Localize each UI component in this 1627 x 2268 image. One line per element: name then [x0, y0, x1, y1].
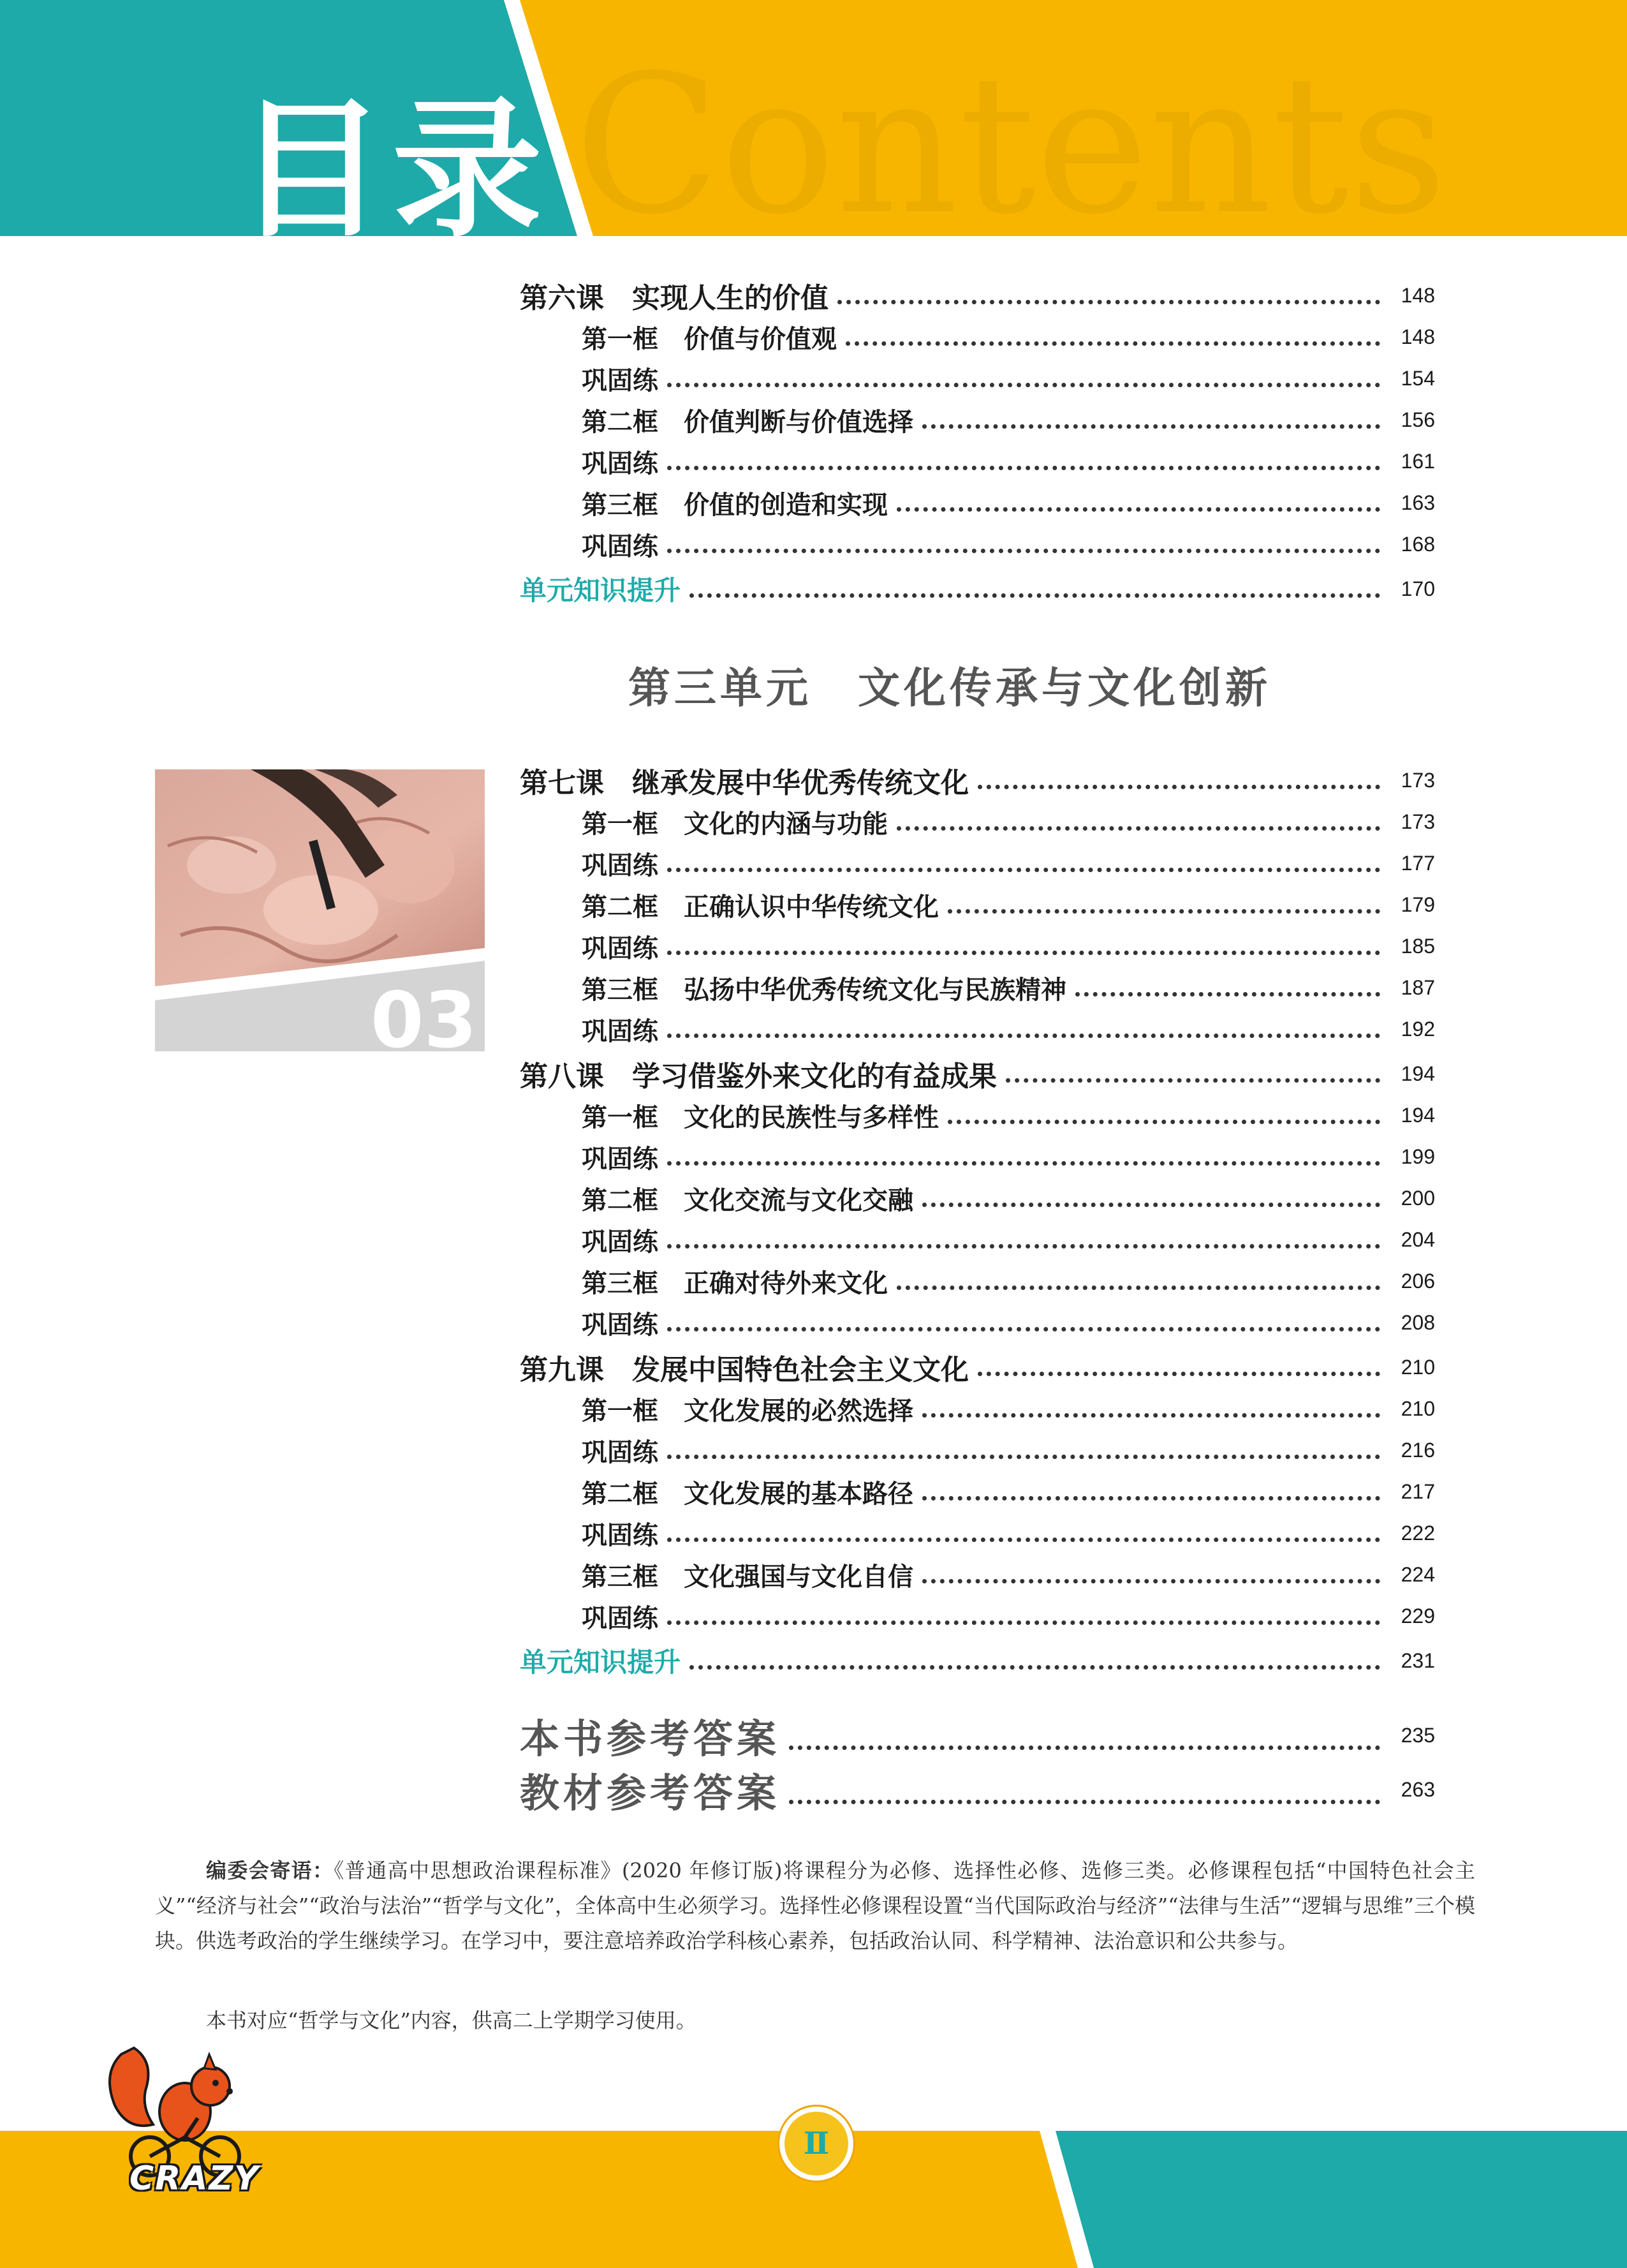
toc-label: 巩固练: [582, 366, 658, 396]
toc-frame[interactable]: [582, 402, 1435, 438]
toc-lesson-8[interactable]: [520, 1056, 1435, 1092]
toc-leader: [978, 785, 1380, 789]
toc-leader: [897, 826, 1380, 831]
toc-leader: [922, 1203, 1380, 1207]
toc-label: 第三框 弘扬中华优秀传统文化与民族精神: [582, 975, 1066, 1005]
toc-leader: [667, 383, 1380, 387]
toc-page: 210: [1401, 1397, 1435, 1420]
toc-frame[interactable]: [582, 887, 1435, 923]
toc-page: 185: [1401, 934, 1435, 958]
toc-page: 168: [1401, 532, 1435, 556]
toc-leader: [667, 1161, 1380, 1166]
toc-leader: [1006, 1078, 1380, 1083]
toc-label: 第七课 继承发展中华优秀传统文化: [520, 767, 969, 799]
toc-leader: [789, 1745, 1380, 1750]
toc-leader: [922, 424, 1380, 429]
toc-page: 217: [1401, 1479, 1435, 1503]
toc-label: 本书参考答案: [520, 1715, 781, 1762]
toc-page: 161: [1401, 449, 1435, 473]
toc-label: 第一框 文化发展的必然选择: [582, 1396, 913, 1426]
toc-practice[interactable]: [582, 928, 1435, 964]
toc-leader: [948, 1120, 1380, 1124]
toc-label: 第九课 发展中国特色社会主义文化: [520, 1354, 969, 1386]
toc-practice[interactable]: [582, 526, 1435, 562]
toc-textbook-answers[interactable]: [520, 1764, 1435, 1815]
toc-unit-summary[interactable]: [520, 571, 1435, 607]
toc-practice[interactable]: [582, 1305, 1435, 1340]
toc-practice[interactable]: [582, 443, 1435, 479]
toc-page: 163: [1401, 491, 1435, 514]
editorial-note: [155, 1853, 1475, 1959]
toc-page: 208: [1401, 1310, 1435, 1334]
toc-page: 156: [1401, 408, 1435, 431]
toc-leader: [667, 1327, 1380, 1331]
toc-label: 第三框 价值的创造和实现: [582, 490, 888, 520]
toc-label: 巩固练: [582, 1144, 658, 1174]
editorial-note-prefix: 编委会寄语：: [206, 1858, 334, 1883]
toc-practice[interactable]: [582, 1598, 1435, 1634]
toc-label: 第三框 正确对待外来文化: [582, 1268, 888, 1298]
toc-leader: [837, 300, 1380, 304]
toc-book-answers[interactable]: [520, 1710, 1435, 1761]
toc-label: 第二框 文化发展的基本路径: [582, 1479, 913, 1509]
toc-page: 206: [1401, 1269, 1435, 1293]
toc-leader: [1075, 992, 1380, 997]
toc-leader: [789, 1800, 1380, 1804]
toc-frame[interactable]: [582, 1180, 1435, 1216]
toc-page: 173: [1401, 768, 1435, 792]
toc-page: 177: [1401, 851, 1435, 875]
toc-label: 巩固练: [582, 1603, 658, 1633]
toc-page: 154: [1401, 366, 1435, 390]
toc-page: 200: [1401, 1186, 1435, 1210]
toc-leader: [922, 1496, 1380, 1501]
editorial-note-text: 《普通高中思想政治课程标准》(2020 年修订版)将课程分为必修、选择性必修、选修三类。必修课程包括“中国特色社会主义”“经济与社会”“政治与法治”“哲学与文化”，全体高中生必须学习。选择性必修课程设置“当代国际政治与经济”“法律与生活”“逻辑与思维”三个模块。供选考政治的学生继续学习。在学习中，要注意培养政治学科核心素养，包括政治认同、科学精神、法治意识和公共参与。: [155, 1858, 1475, 1953]
toc-page: 148: [1401, 283, 1435, 307]
toc-page: 194: [1401, 1103, 1435, 1127]
woodcarving-photo: [155, 769, 485, 1051]
toc-frame[interactable]: [582, 485, 1435, 521]
toc-leader: [667, 1620, 1380, 1625]
editorial-note-usage: 本书对应“哲学与文化”内容，供高二上学期学习使用。: [206, 2008, 696, 2033]
toc-page: 192: [1401, 1017, 1435, 1041]
toc-leader: [689, 593, 1380, 598]
toc-leader: [667, 549, 1380, 553]
toc-frame[interactable]: [582, 1391, 1435, 1427]
mascot-label: CRAZY: [129, 2160, 260, 2198]
toc-page: 210: [1401, 1355, 1435, 1379]
toc-page: 204: [1401, 1227, 1435, 1251]
toc-label: 第二框 价值判断与价值选择: [582, 407, 913, 437]
toc-label: 巩固练: [582, 933, 658, 963]
toc-label: 第一框 文化的内涵与功能: [582, 809, 888, 839]
toc-practice[interactable]: [582, 360, 1435, 396]
contents-title: 目录: [236, 84, 548, 258]
toc-page: 231: [1401, 1649, 1435, 1672]
toc-leader: [667, 951, 1380, 955]
toc-unit-summary[interactable]: [520, 1643, 1435, 1679]
toc-label: 巩固练: [582, 531, 658, 561]
toc-frame[interactable]: [582, 1474, 1435, 1509]
toc-label: 第二框 文化交流与文化交融: [582, 1185, 913, 1215]
toc-practice[interactable]: [582, 1139, 1435, 1175]
toc-label: 单元知识提升: [520, 575, 681, 606]
toc-label: 巩固练: [582, 1016, 658, 1046]
toc-leader: [667, 1538, 1380, 1542]
toc-label: 巩固练: [582, 1227, 658, 1257]
toc-leader: [978, 1372, 1380, 1376]
toc-label: 巩固练: [582, 448, 658, 478]
toc-label: 第一框 价值与价值观: [582, 324, 837, 354]
toc-leader: [667, 466, 1380, 470]
toc-practice[interactable]: [582, 1011, 1435, 1047]
toc-page: 179: [1401, 893, 1435, 916]
toc-frame[interactable]: [582, 319, 1435, 355]
toc-lesson-9[interactable]: [520, 1349, 1435, 1385]
toc-lesson-7[interactable]: [520, 762, 1435, 798]
toc-leader: [948, 909, 1380, 914]
toc-practice[interactable]: [582, 1222, 1435, 1257]
toc-label: 第二框 正确认识中华传统文化: [582, 892, 939, 922]
toc-leader: [846, 341, 1380, 346]
toc-frame[interactable]: [582, 970, 1435, 1005]
toc-page: 229: [1401, 1604, 1435, 1627]
toc-label: 教材参考答案: [520, 1769, 781, 1816]
toc-leader: [897, 1286, 1380, 1290]
page-number: Ⅱ: [803, 2126, 830, 2161]
image-badge: 03: [371, 977, 477, 1051]
toc-page: 216: [1401, 1438, 1435, 1462]
toc-page: 263: [1401, 1777, 1435, 1801]
toc-practice[interactable]: [582, 1432, 1435, 1468]
toc-page: 148: [1401, 325, 1435, 348]
toc-leader: [667, 868, 1380, 872]
toc-frame[interactable]: [582, 1097, 1435, 1133]
toc-page: 173: [1401, 810, 1435, 833]
toc-leader: [922, 1413, 1380, 1418]
toc-label: 巩固练: [582, 850, 658, 880]
toc-label: 单元知识提升: [520, 1647, 681, 1678]
toc-page: 235: [1401, 1723, 1435, 1747]
toc-label: 第三框 文化强国与文化自信: [582, 1562, 913, 1592]
toc-label: 第六课 实现人生的价值: [520, 282, 828, 315]
toc-practice[interactable]: [582, 845, 1435, 881]
toc-leader: [897, 507, 1380, 512]
toc-page: 187: [1401, 975, 1435, 999]
toc-label: 巩固练: [582, 1520, 658, 1550]
toc-page: 222: [1401, 1521, 1435, 1545]
toc-label: 巩固练: [582, 1437, 658, 1467]
toc-page: 170: [1401, 577, 1435, 600]
toc-leader: [689, 1665, 1380, 1670]
toc-page: 194: [1401, 1062, 1435, 1085]
toc-label: 第一框 文化的民族性与多样性: [582, 1102, 939, 1132]
toc-frame[interactable]: [582, 804, 1435, 840]
toc-leader: [922, 1579, 1380, 1583]
toc-practice[interactable]: [582, 1515, 1435, 1551]
toc-frame[interactable]: [582, 1557, 1435, 1592]
toc-label: 第八课 学习借鉴外来文化的有益成果: [520, 1060, 997, 1093]
toc-leader: [667, 1455, 1380, 1459]
toc-page: 199: [1401, 1145, 1435, 1168]
toc-lesson-6[interactable]: [520, 278, 1435, 313]
toc-frame[interactable]: [582, 1263, 1435, 1299]
toc-page: 224: [1401, 1562, 1435, 1586]
toc-leader: [667, 1034, 1380, 1038]
page-number-badge: [779, 2107, 853, 2181]
toc-leader: [667, 1244, 1380, 1249]
unit-title: 第三单元 文化传承与文化创新: [628, 663, 1271, 713]
contents-title-en: Contents: [574, 34, 1448, 256]
toc-label: 巩固练: [582, 1310, 658, 1340]
